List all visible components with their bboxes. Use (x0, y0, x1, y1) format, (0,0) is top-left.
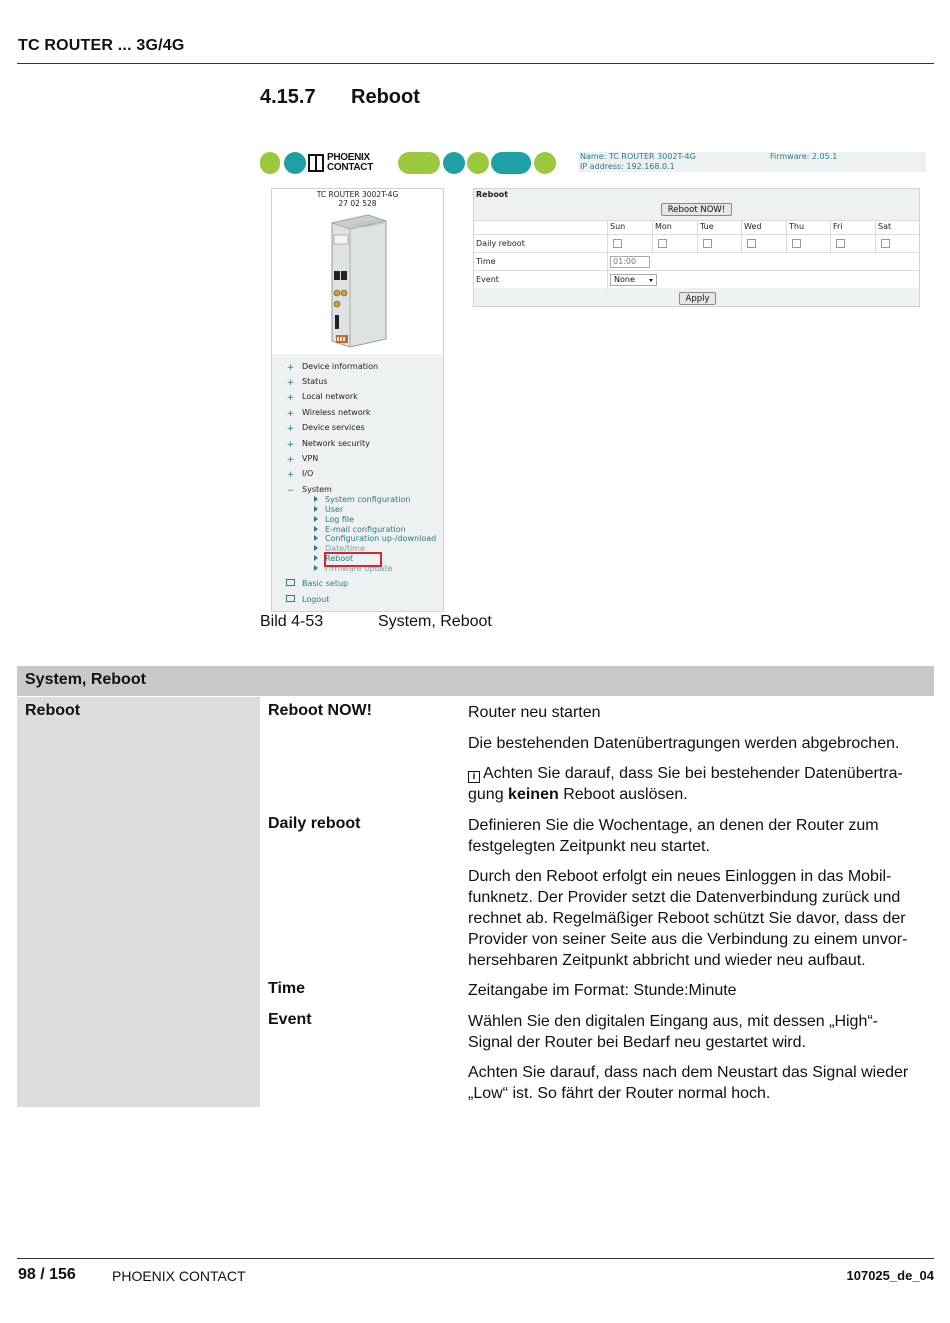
arrow-right-icon (314, 555, 318, 561)
table-group-label: Reboot (25, 702, 81, 719)
brand-shape (284, 152, 306, 174)
reboot-now-button[interactable]: Reboot NOW! (661, 203, 732, 216)
figure-caption: System, Reboot (378, 613, 492, 630)
checkbox-wed[interactable] (747, 239, 756, 248)
event-select-value: None (614, 275, 635, 284)
nav-sub-email-configuration[interactable]: E-mail configuration (314, 525, 406, 535)
time-row (474, 252, 919, 270)
plus-icon: + (286, 470, 295, 480)
nav-sub-date-time[interactable]: Date/time (314, 544, 365, 554)
arrow-right-icon (314, 526, 318, 532)
arrow-right-icon (314, 545, 318, 551)
nav-sub-configuration-up-download[interactable]: Configuration up-/download (314, 534, 436, 544)
arrow-right-icon (314, 535, 318, 541)
nav-item-status[interactable]: + Status (286, 377, 328, 388)
param-reboot-now: Reboot NOW! (268, 702, 372, 719)
checkbox-tue[interactable] (703, 239, 712, 248)
plus-icon: + (286, 393, 295, 403)
brand-shape (491, 152, 531, 174)
logo-line-2: CONTACT (327, 162, 374, 173)
page-number: 98 / 156 (18, 1266, 76, 1283)
desc-event-1: Wählen Sie den digitalen Eingang aus, mit dessen „High“- Signal der Router bei Bedarf neu gestartet wird. (468, 1013, 879, 1051)
checkbox-thu[interactable] (792, 239, 801, 248)
window-icon (286, 579, 295, 586)
desc-daily-reboot-2: Durch den Reboot erfolgt ein neues Einloggen in das Mobil- funknetz. Der Provider setzt die Datenverbindung zurück und rechnet ab. Regelmäßiger Reboot schützt Sie davor, dass der Provider von seiner Seite aus die Verbindung zu einem unvor- hersehbaren Zeitpunkt abbricht und wieder neu aufbaut. (468, 868, 908, 969)
brand-shape (398, 152, 440, 174)
device-panel (271, 188, 444, 612)
brand-bar (260, 152, 560, 174)
table-header-text: System, Reboot (25, 671, 146, 688)
nav-item-network-security[interactable]: + Network security (286, 439, 370, 450)
day-label-tue: Tue (700, 222, 714, 231)
arrow-right-icon (314, 506, 318, 512)
nav-sub-system-configuration[interactable]: System configuration (314, 495, 410, 505)
brand-shape (467, 152, 489, 174)
desc-time: Zeitangabe im Format: Stunde:Minute (468, 982, 737, 999)
day-label-sat: Sat (878, 222, 892, 231)
device-model: TC ROUTER 3002T-4G (316, 190, 399, 199)
event-select[interactable] (610, 274, 657, 286)
plus-icon: + (286, 424, 295, 434)
checkbox-mon[interactable] (658, 239, 667, 248)
header-rule (17, 63, 934, 64)
plus-icon: + (286, 363, 295, 373)
brand-shape (534, 152, 556, 174)
day-label-mon: Mon (655, 222, 672, 231)
table-group-column (17, 697, 260, 1107)
figure-number: Bild 4-53 (260, 613, 324, 630)
section-title: Reboot (351, 86, 420, 108)
nav-sub-reboot[interactable]: Reboot (314, 554, 353, 564)
document-id: 107025_de_04 (846, 1268, 934, 1283)
desc-reboot-now-2: Die bestehenden Datenübertragungen werden abgebrochen. (468, 735, 900, 752)
nav-item-basic-setup[interactable]: Basic setup (286, 578, 348, 590)
weekday-header-row (474, 220, 919, 234)
footer-company: PHOENIX CONTACT (112, 1268, 246, 1284)
firmware-text: Firmware: 2.05.1 (770, 152, 838, 161)
device-name-text: Name: TC ROUTER 3002T-4G (580, 152, 696, 161)
chevron-down-icon (649, 279, 653, 282)
nav-item-io[interactable]: + I/O (286, 469, 314, 480)
param-time: Time (268, 980, 306, 997)
nav-item-device-services[interactable]: + Device services (286, 423, 365, 434)
event-row (474, 270, 919, 288)
footer-rule (17, 1258, 934, 1259)
nav-item-system[interactable]: − System (286, 485, 332, 496)
param-daily-reboot: Daily reboot (268, 815, 361, 832)
document-header-title: TC ROUTER ... 3G/4G (18, 37, 185, 54)
desc-reboot-now-1: Router neu starten (468, 704, 601, 721)
desc-daily-reboot-1: Definieren Sie die Wochentage, an denen der Router zum festgelegten Zeitpunkt neu startet. (468, 817, 879, 855)
arrow-right-icon (314, 496, 318, 502)
nav-sub-firmware-update[interactable]: Firmware update (314, 564, 392, 574)
section-number: 4.15.7 (260, 86, 316, 108)
brand-shape (443, 152, 465, 174)
checkbox-sat[interactable] (881, 239, 890, 248)
nav-item-device-information[interactable]: + Device information (286, 362, 379, 373)
info-icon: i (468, 771, 480, 783)
nav-sub-log-file[interactable]: Log file (314, 515, 354, 525)
nav-sub-user[interactable]: User (314, 505, 343, 515)
day-label-fri: Fri (833, 222, 843, 231)
apply-button[interactable]: Apply (679, 292, 716, 305)
event-label: Event (476, 275, 499, 284)
checkbox-sun[interactable] (613, 239, 622, 248)
plus-icon: + (286, 409, 295, 419)
logo-line-1: PHOENIX (327, 152, 370, 163)
day-label-wed: Wed (744, 222, 762, 231)
plus-icon: + (286, 440, 295, 450)
phoenix-contact-logo (308, 153, 394, 175)
desc-event-2: Achten Sie darauf, dass nach dem Neustart das Signal wieder „Low“ ist. So fährt der Router normal hoch. (468, 1064, 909, 1102)
nav-item-wireless-network[interactable]: + Wireless network (286, 408, 371, 419)
nav-item-vpn[interactable]: + VPN (286, 454, 319, 465)
table-header (17, 666, 934, 696)
arrow-right-icon (314, 516, 318, 522)
device-article-number: 27 02 528 (338, 199, 377, 208)
reboot-form-panel (473, 188, 920, 307)
plus-icon: + (286, 455, 295, 465)
reboot-highlight-box (324, 552, 382, 567)
arrow-right-icon (314, 565, 318, 571)
plus-icon: + (286, 378, 295, 388)
desc-reboot-now-3: i Achten Sie darauf, dass Sie bei bestehender Datenübertra- gung keinen Reboot auslösen. (468, 765, 903, 803)
daily-reboot-label: Daily reboot (476, 239, 525, 248)
time-label: Time (476, 257, 496, 266)
day-label-thu: Thu (789, 222, 805, 231)
nav-item-logout[interactable]: Logout (286, 594, 329, 606)
device-info-bar (578, 152, 926, 172)
reboot-form-title: Reboot (476, 190, 509, 199)
nav-item-local-network[interactable]: + Local network (286, 392, 358, 403)
logo-mark-icon (308, 154, 324, 172)
checkbox-fri[interactable] (836, 239, 845, 248)
window-icon (286, 595, 295, 602)
navigation-menu (272, 354, 443, 611)
ip-address-text: IP address: 192.168.0.1 (580, 162, 675, 171)
minus-icon: − (286, 486, 295, 496)
param-event: Event (268, 1011, 312, 1028)
router-device-image (324, 211, 398, 353)
brand-shape (260, 152, 280, 174)
web-interface-screenshot (260, 150, 930, 612)
day-label-sun: Sun (610, 222, 626, 231)
time-input[interactable]: 01:00 (610, 256, 650, 268)
daily-reboot-row (474, 234, 919, 252)
